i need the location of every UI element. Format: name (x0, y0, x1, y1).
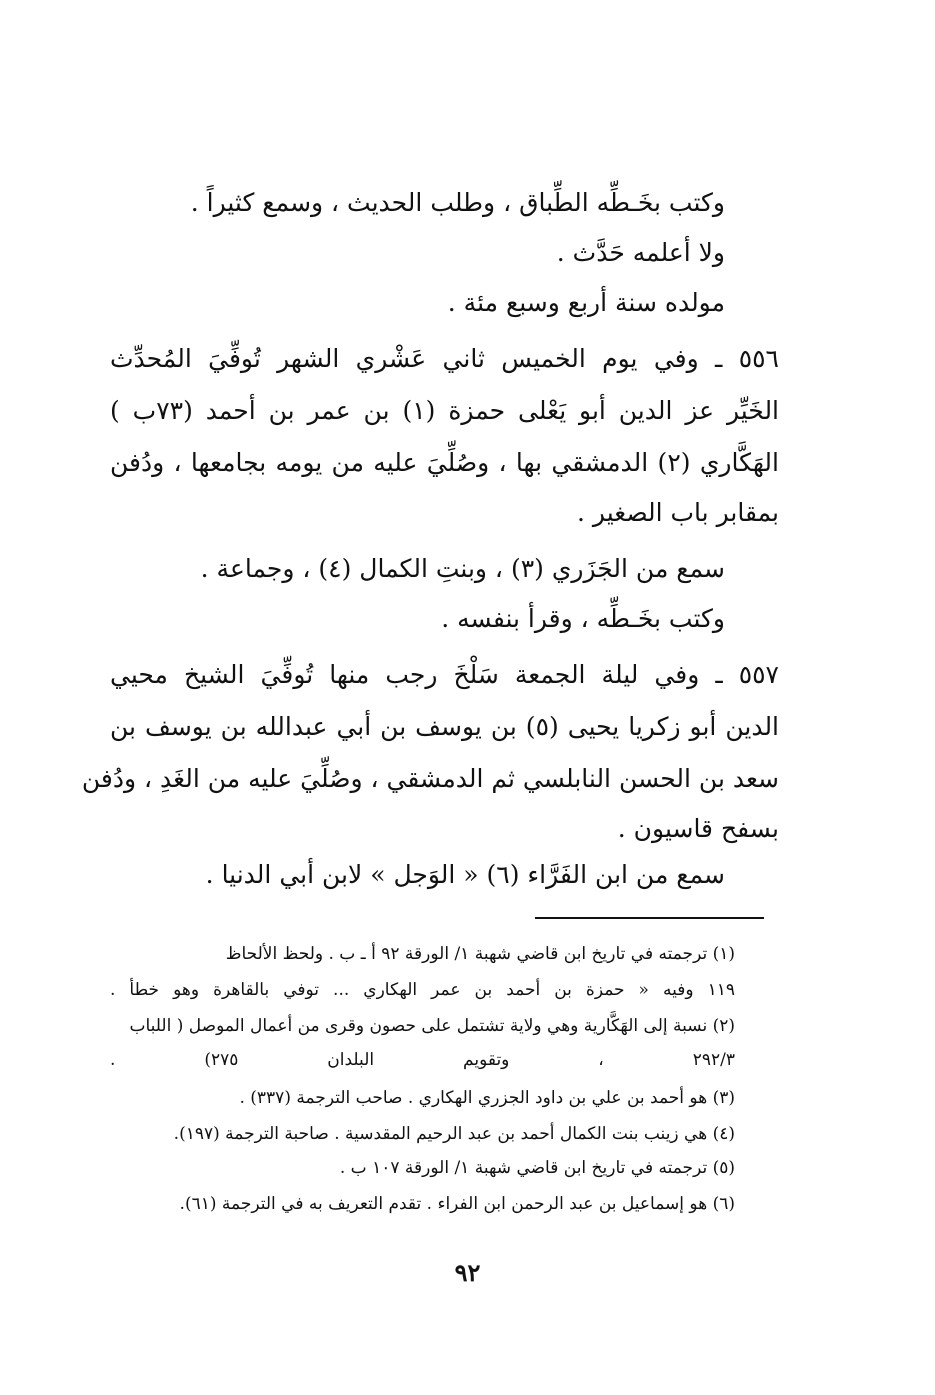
body-line: وكتب بخَـطِّه الطِّباق ، وطلب الحديث ، وسمع كثيراً . (190, 188, 725, 217)
footnote-line: (١) ترجمته في تاريخ ابن قاضي شهبة ١/ الورقة ٩٢ أ ـ ب . ولحظ الألحاظ (225, 944, 735, 964)
entry-556-heading: ٥٥٦ ـ وفي يوم الخميس ثاني عَشْري الشهر تُوفِّيَ المُحدِّث (110, 344, 779, 373)
body-line: مولده سنة أربع وسبع مئة . (447, 288, 725, 317)
footnote-line: (٣) هو أحمد بن علي بن داود الجزري الهكاري . صاحب الترجمة (٣٣٧) . (239, 1088, 735, 1108)
footnote-line: (٦) هو إسماعيل بن عبد الرحمن ابن الفراء . تقدم التعريف به في الترجمة (٦١). (179, 1194, 735, 1214)
body-line: بمقابر باب الصغير . (577, 498, 779, 527)
footnote-line: (٢) نسبة إلى الهَكَّارية وهي ولاية تشتمل على حصون وقرى من أعمال الموصل ( اللباب (129, 1016, 735, 1036)
footnote-line: ١١٩ وفيه « حمزة بن أحمد بن عمر الهكاري ... توفي بالقاهرة وهو خطأ . (110, 980, 735, 1000)
entry-557-heading: ٥٥٧ ـ وفي ليلة الجمعة سَلْخَ رجب منها تُوفِّيَ الشيخ محيي (110, 660, 779, 689)
footnote-line: ٢٩٢/٣ ، وتقويم البلدان ٢٧٥) . (110, 1050, 735, 1070)
body-line: الدين أبو زكريا يحيى (٥) بن يوسف بن أبي عبدالله بن يوسف بن (110, 712, 780, 741)
page-number: ٩٢ (454, 1258, 481, 1287)
footnote-line: (٥) ترجمته في تاريخ ابن قاضي شهبة ١/ الورقة ١٠٧ ب . (339, 1158, 735, 1178)
footnote-divider (535, 917, 764, 919)
body-line: سمع من الجَزَري (٣) ، وبنتِ الكمال (٤) ، وجماعة . (200, 554, 725, 583)
body-line: الخَيِّر عز الدين أبو يَعْلى حمزة (١) بن عمر بن أحمد (٧٣ب ) (110, 396, 780, 425)
body-line: الهَكَّاري (٢) الدمشقي بها ، وصُلِّيَ عليه من يومه بجامعها ، ودُفن (110, 448, 779, 477)
body-line: سعد بن الحسن النابلسي ثم الدمشقي ، وصُلِّيَ عليه من الغَدِ ، ودُفن (81, 764, 779, 793)
body-line: سمع من ابن الفَرَّاء (٦) « الوَجل » لابن أبي الدنيا . (205, 860, 725, 889)
body-line: وكتب بخَـطِّه ، وقرأ بنفسه . (441, 604, 725, 633)
body-line: ولا أعلمه حَدَّث . (556, 238, 725, 267)
footnote-line: (٤) هي زينب بنت الكمال أحمد بن عبد الرحيم المقدسية . صاحبة الترجمة (١٩٧). (173, 1124, 735, 1144)
body-line: بسفح قاسيون . (617, 814, 779, 843)
